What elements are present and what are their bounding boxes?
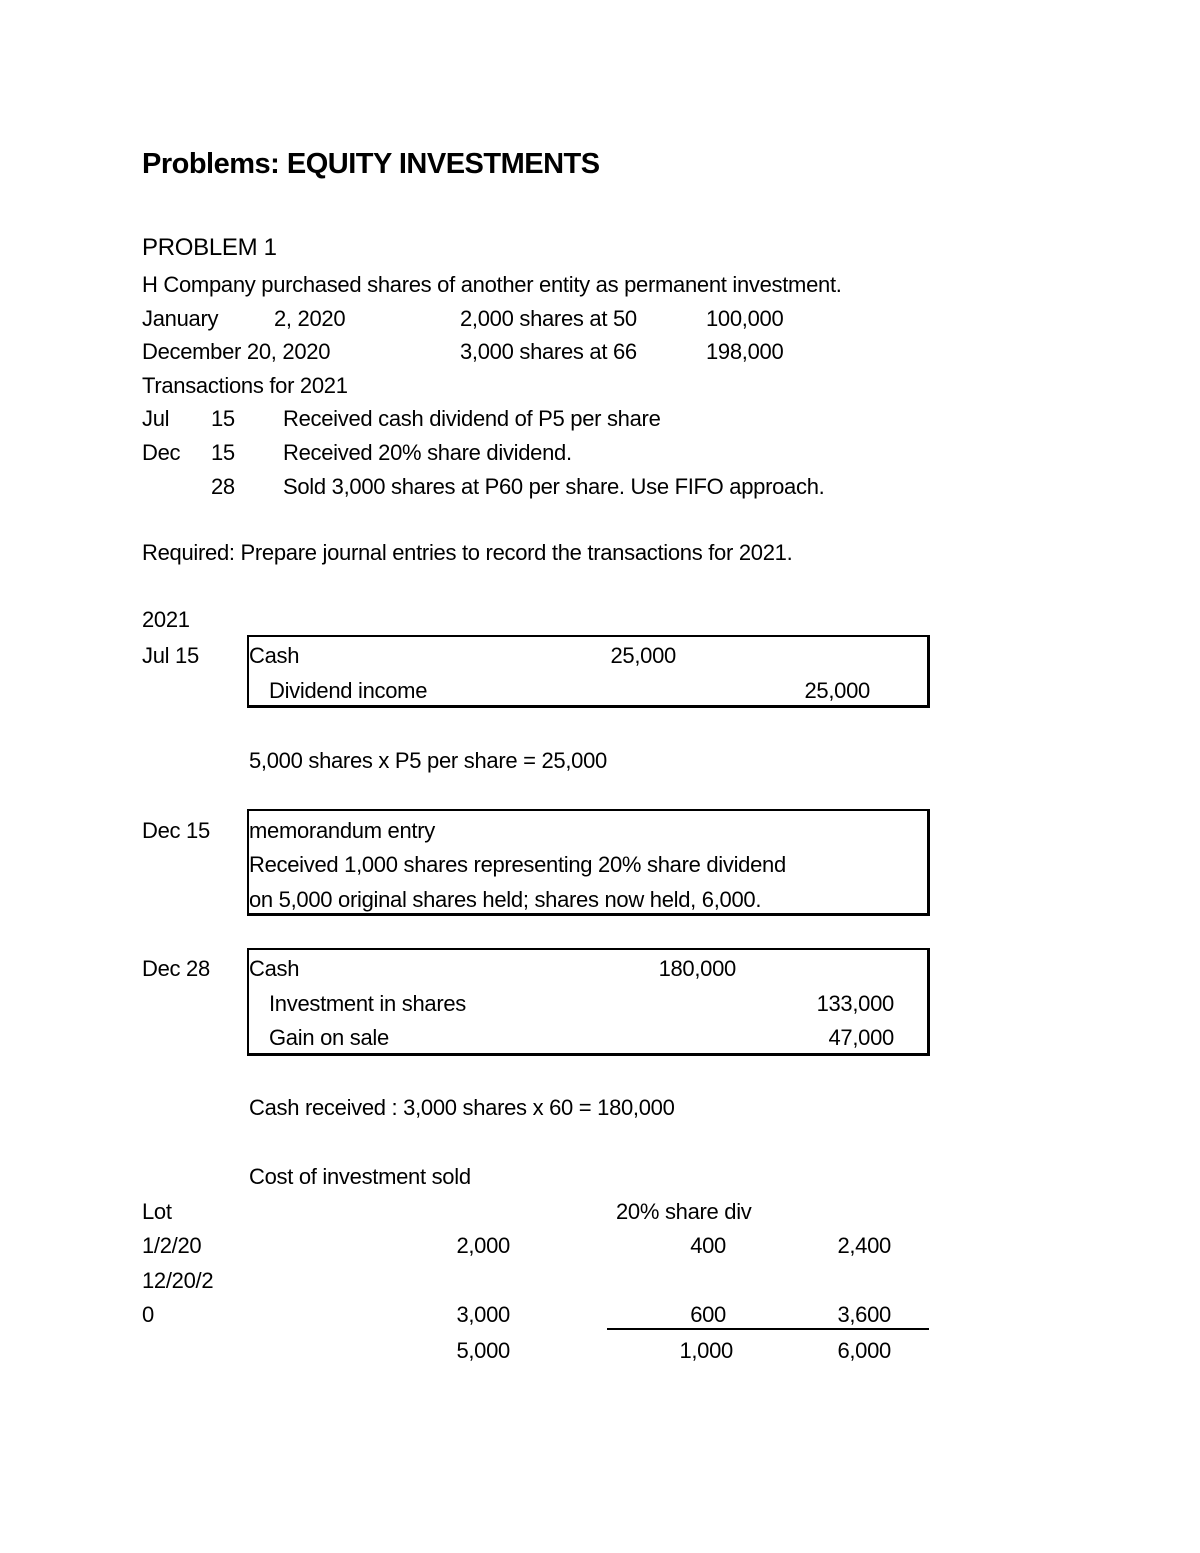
debit-amount: 25,000 [610, 643, 676, 668]
page-title: Problems: EQUITY INVESTMENTS [142, 148, 600, 180]
solution-year: 2021 [142, 607, 190, 632]
transaction-desc: Sold 3,000 shares at P60 per share. Use FIFO approach. [283, 474, 825, 499]
div-cell: 600 [690, 1302, 726, 1327]
lot-date-wrap: 0 [142, 1302, 154, 1327]
memo-line: on 5,000 original shares held; shares now held, 6,000. [249, 887, 762, 912]
memo-line: memorandum entry [249, 818, 435, 843]
purchase-date: December 20, 2020 [142, 339, 331, 364]
total-cell: 2,400 [837, 1233, 891, 1258]
problem-heading: PROBLEM 1 [142, 234, 277, 261]
entry-note: 5,000 shares x P5 per share = 25,000 [249, 748, 607, 773]
transaction-day: 28 [211, 474, 235, 499]
entry-date: Dec 28 [142, 956, 210, 981]
shares-cell: 2,000 [456, 1233, 510, 1258]
grand-total: 6,000 [837, 1338, 891, 1363]
credit-amount: 47,000 [828, 1025, 894, 1050]
div-cell: 400 [690, 1233, 726, 1258]
purchase-desc: 3,000 shares at 66 [460, 339, 637, 364]
purchase-amount: 100,000 [706, 306, 784, 331]
debit-account: Cash [249, 643, 300, 668]
purchase-desc: 2,000 shares at 50 [460, 306, 637, 331]
transaction-desc: Received cash dividend of P5 per share [283, 406, 661, 431]
purchase-date-day: 2, 2020 [274, 306, 346, 331]
purchase-date: January [142, 306, 219, 331]
transaction-day: 15 [211, 440, 235, 465]
transaction-month: Dec [142, 440, 181, 465]
credit-amount: 133,000 [816, 991, 894, 1016]
debit-amount: 180,000 [658, 956, 736, 981]
entry-date: Dec 15 [142, 818, 210, 843]
transaction-desc: Received 20% share dividend. [283, 440, 572, 465]
credit-account: Investment in shares [269, 991, 466, 1016]
transaction-month: Jul [142, 406, 170, 431]
credit-amount: 25,000 [804, 678, 870, 703]
lot-date: 1/2/20 [142, 1233, 202, 1258]
cost-table-heading: Cost of investment sold [249, 1164, 471, 1189]
column-header-share-div: 20% share div [616, 1199, 752, 1224]
required-text: Required: Prepare journal entries to record the transactions for 2021. [142, 540, 793, 565]
entry-note: Cash received : 3,000 shares x 60 = 180,000 [249, 1095, 675, 1120]
shares-total: 5,000 [456, 1338, 510, 1363]
credit-account: Gain on sale [269, 1025, 389, 1050]
credit-account: Dividend income [269, 678, 428, 703]
column-header-lot: Lot [142, 1199, 172, 1224]
purchase-amount: 198,000 [706, 339, 784, 364]
problem-intro: H Company purchased shares of another entity as permanent investment. [142, 272, 842, 297]
transaction-day: 15 [211, 406, 235, 431]
total-underline [607, 1328, 929, 1330]
lot-date: 12/20/2 [142, 1268, 214, 1293]
transactions-heading: Transactions for 2021 [142, 373, 348, 398]
memo-line: Received 1,000 shares representing 20% share dividend [249, 852, 786, 877]
entry-date: Jul 15 [142, 643, 199, 668]
debit-account: Cash [249, 956, 300, 981]
div-total: 1,000 [679, 1338, 733, 1363]
shares-cell: 3,000 [456, 1302, 510, 1327]
total-cell: 3,600 [837, 1302, 891, 1327]
